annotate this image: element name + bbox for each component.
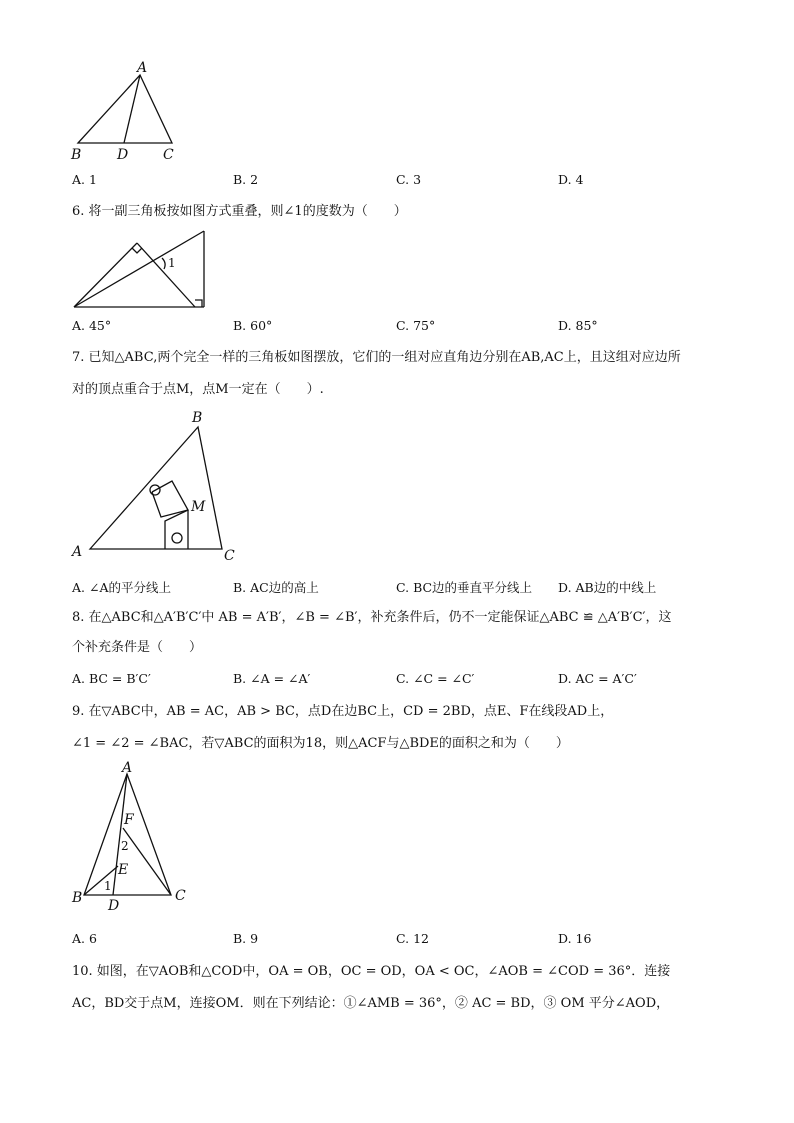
- angle-1-arc: [162, 258, 165, 269]
- label-b-q9: B: [72, 890, 83, 906]
- label-1: 1: [104, 879, 112, 893]
- q7-option-a[interactable]: A. ∠A的平分线上: [72, 580, 171, 595]
- triangle-abc: [78, 75, 172, 143]
- right-angle-mark-bottom: [195, 300, 202, 307]
- label-e: E: [118, 862, 129, 878]
- q7-option-c[interactable]: C. BC边的垂直平分线上: [396, 580, 533, 595]
- q8-option-d[interactable]: D. AC = A′C′: [558, 671, 637, 686]
- q9-option-d[interactable]: D. 16: [558, 931, 592, 946]
- set-square-upper: [152, 481, 188, 517]
- label-f: F: [124, 812, 134, 828]
- question-6-text: 6. 将一副三角板按如图方式重叠，则∠1的度数为（ ）: [72, 204, 407, 219]
- segment-cf: [123, 828, 171, 895]
- question-10-line-2: AC，BD交于点M，连接OM．则在下列结论：①∠AMB = 36°，② AC = BD，③ OM 平分∠AOD，: [72, 996, 670, 1011]
- question-9-line-2: ∠1 = ∠2 = ∠BAC，若▽ABC的面积为18，则△ACF与△BDE的面积之和为（ ）: [72, 736, 569, 751]
- label-2: 2: [121, 839, 129, 853]
- label-c-q9: C: [175, 888, 186, 904]
- q5-option-a[interactable]: A. 1: [72, 172, 97, 187]
- q5-option-b[interactable]: B. 2: [233, 172, 259, 187]
- q7-option-d[interactable]: D. AB边的中线上: [558, 580, 657, 595]
- q8-option-c[interactable]: C. ∠C = ∠C′: [396, 671, 475, 686]
- question-10-line-1: 10. 如图，在▽AOB和△COD中，OA = OB，OC = OD，OA < OC，∠AOB = ∠COD = 36°．连接: [72, 964, 671, 979]
- question-7-line-2: 对的顶点重合于点M，点M一定在（ ）.: [72, 382, 324, 397]
- figure-set-squares: [70, 228, 210, 313]
- q8-option-b[interactable]: B. ∠A = ∠A′: [233, 671, 311, 686]
- label-a-q7: A: [72, 544, 83, 560]
- segment-ad: [124, 75, 140, 143]
- q6-option-b[interactable]: B. 60°: [233, 318, 273, 333]
- label-c-q7: C: [224, 548, 235, 564]
- q5-option-c[interactable]: C. 3: [396, 172, 422, 187]
- right-angle-mark-top: [132, 248, 142, 253]
- q6-option-c[interactable]: C. 75°: [396, 318, 436, 333]
- figure-triangle-abd: [65, 60, 185, 163]
- triangle-abc-q7: [90, 427, 222, 549]
- label-a-q9: A: [122, 760, 133, 776]
- q7-option-b[interactable]: B. AC边的高上: [233, 580, 319, 595]
- circle-mark-lower: [172, 533, 182, 543]
- figure-isosceles-triangle: [68, 762, 198, 912]
- figure-angle-bisector: [70, 408, 245, 568]
- q9-option-c[interactable]: C. 12: [396, 931, 429, 946]
- label-d-q9: D: [108, 898, 120, 914]
- question-8-line-1: 8. 在△ABC和△A′B′C′中 AB = A′B′，∠B = ∠B′，补充条件后，仍不一定能保证△ABC ≌ △A′B′C′，这: [72, 610, 672, 625]
- label-m: M: [191, 499, 206, 515]
- question-8-line-2: 个补充条件是（ ）: [72, 640, 203, 655]
- question-7-line-1: 7. 已知△ABC,两个完全一样的三角板如图摆放，它们的一组对应直角边分别在AB,AC上，且这组对应边所: [72, 350, 681, 365]
- label-c: C: [163, 147, 174, 163]
- q9-option-b[interactable]: B. 9: [233, 931, 259, 946]
- q6-option-a[interactable]: A. 45°: [72, 318, 112, 333]
- label-b: B: [71, 147, 82, 163]
- label-b-q7: B: [192, 410, 203, 426]
- angle-1-label: 1: [168, 256, 176, 270]
- q6-option-d[interactable]: D. 85°: [558, 318, 598, 333]
- q8-option-a[interactable]: A. BC = B′C′: [72, 671, 151, 686]
- q9-option-a[interactable]: A. 6: [72, 931, 97, 946]
- q5-option-d[interactable]: D. 4: [558, 172, 584, 187]
- label-d: D: [117, 147, 129, 163]
- label-a: A: [137, 60, 148, 76]
- question-9-line-1: 9. 在▽ABC中，AB = AC，AB > BC，点D在边BC上，CD = 2BD，点E、F在线段AD上，: [72, 704, 614, 719]
